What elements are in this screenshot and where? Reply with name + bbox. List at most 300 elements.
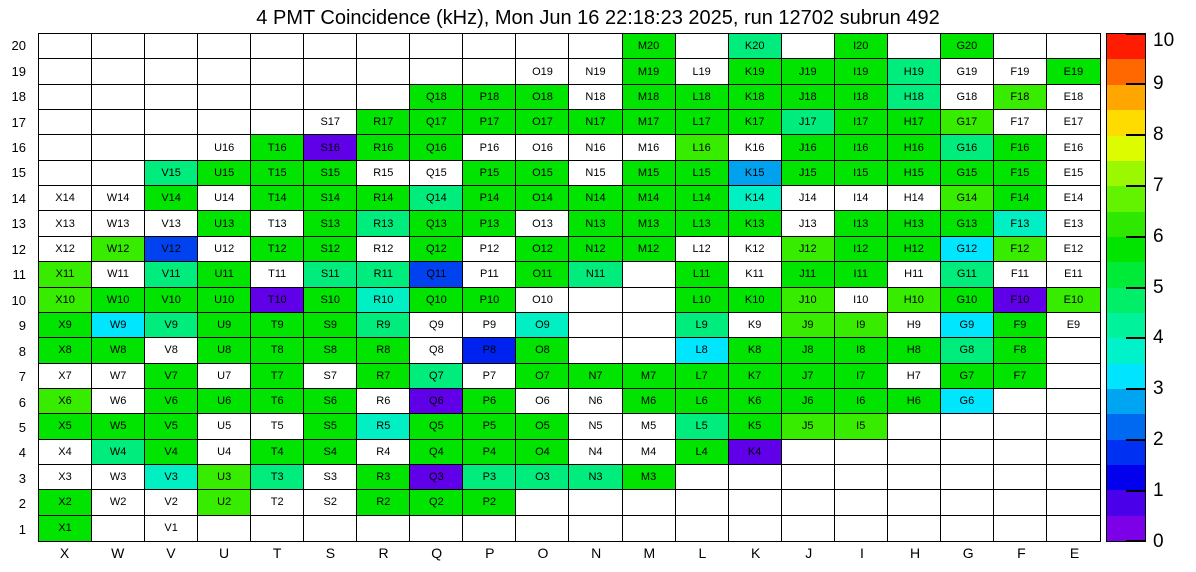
cell-label: G9 <box>959 319 975 332</box>
cell-L9 <box>676 313 729 338</box>
cell-label: J7 <box>801 369 814 382</box>
cell-X3 <box>39 465 92 490</box>
cell-label: W4 <box>109 445 127 458</box>
cell-T4 <box>251 440 304 465</box>
y-axis-label-9: 9 <box>18 318 26 334</box>
colorbar-band-15 <box>1107 136 1145 161</box>
cell-K20 <box>729 34 782 59</box>
colorbar-tick-label-8: 8 <box>1153 123 1164 145</box>
cell-label: L13 <box>692 217 711 230</box>
cell-P18 <box>463 85 516 110</box>
cell-label: E17 <box>1063 116 1084 129</box>
cell-G18 <box>941 85 994 110</box>
cell-E13 <box>1047 211 1100 236</box>
cell-label: E16 <box>1063 141 1084 154</box>
cell-U11 <box>198 262 251 287</box>
cell-X11 <box>39 262 92 287</box>
cell-label: P16 <box>479 141 500 154</box>
cell-label: U6 <box>217 395 232 408</box>
cell-label: E18 <box>1063 90 1084 103</box>
cell-label: H8 <box>906 344 921 357</box>
cell-E10 <box>1047 288 1100 313</box>
cell-label: F11 <box>1010 268 1029 281</box>
cell-label: N17 <box>585 116 606 129</box>
cell-label: L16 <box>692 141 711 154</box>
cell-label: X9 <box>58 319 72 332</box>
cell-R12 <box>357 237 410 262</box>
cell-label: H9 <box>906 319 921 332</box>
cell-label: V9 <box>164 319 178 332</box>
cell-label: Q2 <box>429 496 444 509</box>
cell-label: M6 <box>640 395 657 408</box>
cell-label: Q8 <box>429 344 444 357</box>
cell-M13 <box>623 211 676 236</box>
cell-label: S14 <box>320 192 341 205</box>
cell-S16 <box>304 135 357 160</box>
cell-label: J12 <box>798 242 817 255</box>
cell-label: U3 <box>217 471 232 484</box>
cell-label: K18 <box>744 90 765 103</box>
colorbar-band-4 <box>1107 414 1145 439</box>
cell-F4 <box>994 440 1047 465</box>
cell-J20 <box>782 34 835 59</box>
cell-label: J6 <box>801 395 814 408</box>
cell-label: H7 <box>906 369 921 382</box>
cell-T11 <box>251 262 304 287</box>
cell-label: X11 <box>55 268 75 281</box>
cell-I13 <box>835 211 888 236</box>
cell-label: M15 <box>637 166 660 179</box>
cell-P15 <box>463 161 516 186</box>
cell-label: S5 <box>323 420 337 433</box>
cell-label: W5 <box>109 420 127 433</box>
cell-label: R9 <box>376 319 391 332</box>
cell-label: N3 <box>588 471 603 484</box>
cell-label: P2 <box>482 496 497 509</box>
cell-G14 <box>941 186 994 211</box>
cell-F19 <box>994 59 1047 84</box>
cell-S12 <box>304 237 357 262</box>
cell-label: K20 <box>744 40 765 53</box>
cell-K15 <box>729 161 782 186</box>
cell-label: I12 <box>853 242 869 255</box>
cell-label: M5 <box>640 420 657 433</box>
cell-M6 <box>623 389 676 414</box>
cell-T16 <box>251 135 304 160</box>
cell-N15 <box>569 161 622 186</box>
cell-T5 <box>251 414 304 439</box>
cell-O7 <box>516 364 569 389</box>
cell-J15 <box>782 161 835 186</box>
cell-label: O3 <box>535 471 550 484</box>
cell-Q10 <box>410 288 463 313</box>
cell-label: W14 <box>106 192 130 205</box>
colorbar-tick-label-9: 9 <box>1153 72 1164 94</box>
cell-label: T6 <box>270 395 284 408</box>
cell-K3 <box>729 465 782 490</box>
cell-H15 <box>888 161 941 186</box>
cell-N5 <box>569 414 622 439</box>
y-axis-label-13: 13 <box>11 216 26 232</box>
cell-E7 <box>1047 364 1100 389</box>
cell-label: I14 <box>853 192 869 205</box>
cell-G16 <box>941 135 994 160</box>
colorbar-band-16 <box>1107 110 1145 135</box>
cell-W10 <box>92 288 145 313</box>
cell-label: G17 <box>956 116 978 129</box>
cell-U12 <box>198 237 251 262</box>
cell-V11 <box>145 262 198 287</box>
colorbar-tick-2 <box>1126 439 1146 441</box>
cell-S5 <box>304 414 357 439</box>
cell-K14 <box>729 186 782 211</box>
cell-T13 <box>251 211 304 236</box>
cell-M9 <box>623 313 676 338</box>
cell-Q4 <box>410 440 463 465</box>
cell-label: L19 <box>692 65 711 78</box>
cell-Q15 <box>410 161 463 186</box>
cell-label: V10 <box>161 293 181 306</box>
colorbar-band-0 <box>1107 516 1145 541</box>
colorbar-tick-7 <box>1126 185 1146 187</box>
cell-label: N16 <box>585 141 606 154</box>
cell-label: O16 <box>532 141 553 154</box>
cell-H5 <box>888 414 941 439</box>
cell-S1 <box>304 516 357 541</box>
cell-label: U15 <box>214 166 235 179</box>
cell-Q13 <box>410 211 463 236</box>
cell-X12 <box>39 237 92 262</box>
cell-K7 <box>729 364 782 389</box>
cell-label: T8 <box>270 344 284 357</box>
cell-N2 <box>569 490 622 515</box>
cell-R20 <box>357 34 410 59</box>
cell-I18 <box>835 85 888 110</box>
cell-P2 <box>463 490 516 515</box>
cell-label: F13 <box>1010 217 1030 230</box>
cell-X2 <box>39 490 92 515</box>
cell-label: J13 <box>798 217 817 230</box>
cell-T19 <box>251 59 304 84</box>
cell-U17 <box>198 110 251 135</box>
cell-label: L6 <box>695 395 708 408</box>
cell-label: T7 <box>270 369 284 382</box>
cell-E4 <box>1047 440 1100 465</box>
cell-G5 <box>941 414 994 439</box>
cell-X14 <box>39 186 92 211</box>
colorbar-tick-5 <box>1126 287 1146 289</box>
cell-P5 <box>463 414 516 439</box>
cell-label: S9 <box>323 319 337 332</box>
cell-label: R13 <box>373 217 394 230</box>
colorbar-band-14 <box>1107 161 1145 186</box>
cell-S11 <box>304 262 357 287</box>
cell-E14 <box>1047 186 1100 211</box>
x-axis-label-G: G <box>962 545 974 561</box>
cell-label: R14 <box>373 192 394 205</box>
cell-H4 <box>888 440 941 465</box>
cell-V3 <box>145 465 198 490</box>
cell-N1 <box>569 516 622 541</box>
cell-label: L11 <box>692 268 711 281</box>
cell-label: O12 <box>532 242 553 255</box>
cell-S7 <box>304 364 357 389</box>
cell-label: G18 <box>956 90 978 103</box>
colorbar-tick-label-10: 10 <box>1153 30 1175 51</box>
cell-X13 <box>39 211 92 236</box>
cell-W16 <box>92 135 145 160</box>
cell-F16 <box>994 135 1047 160</box>
cell-L14 <box>676 186 729 211</box>
cell-N18 <box>569 85 622 110</box>
cell-I4 <box>835 440 888 465</box>
cell-label: Q12 <box>425 242 447 255</box>
cell-label: L15 <box>692 166 711 179</box>
x-axis-label-F: F <box>1017 545 1026 561</box>
cell-label: N5 <box>588 420 603 433</box>
cell-label: G11 <box>956 268 977 281</box>
cell-T3 <box>251 465 304 490</box>
cell-label: K11 <box>745 268 765 281</box>
cell-F12 <box>994 237 1047 262</box>
cell-K13 <box>729 211 782 236</box>
cell-label: X5 <box>58 420 72 433</box>
cell-O20 <box>516 34 569 59</box>
cell-P16 <box>463 135 516 160</box>
y-axis-label-7: 7 <box>18 369 26 385</box>
x-axis-label-R: R <box>378 545 389 561</box>
cell-X16 <box>39 135 92 160</box>
cell-Q20 <box>410 34 463 59</box>
cell-V14 <box>145 186 198 211</box>
cell-V6 <box>145 389 198 414</box>
cell-L2 <box>676 490 729 515</box>
cell-label: K12 <box>744 242 765 255</box>
y-axis-label-8: 8 <box>18 343 26 359</box>
cell-label: Q17 <box>425 116 447 129</box>
cell-X4 <box>39 440 92 465</box>
cell-label: W13 <box>106 217 130 230</box>
cell-label: S7 <box>323 369 337 382</box>
colorbar-band-2 <box>1107 465 1145 490</box>
cell-N11 <box>569 262 622 287</box>
cell-H17 <box>888 110 941 135</box>
cell-label: P18 <box>479 90 500 103</box>
cell-label: P8 <box>482 344 497 357</box>
cell-V9 <box>145 313 198 338</box>
cell-label: Q13 <box>425 217 447 230</box>
cell-U20 <box>198 34 251 59</box>
cell-M3 <box>623 465 676 490</box>
colorbar-tick-label-7: 7 <box>1153 174 1164 196</box>
cell-K8 <box>729 338 782 363</box>
cell-label: I19 <box>853 65 869 78</box>
cell-label: T11 <box>268 268 287 281</box>
cell-S4 <box>304 440 357 465</box>
cell-label: M20 <box>637 40 660 53</box>
cell-G17 <box>941 110 994 135</box>
cell-J1 <box>782 516 835 541</box>
cell-label: S6 <box>323 395 337 408</box>
x-axis-label-V: V <box>166 545 176 561</box>
cell-label: H17 <box>903 116 924 129</box>
cell-S8 <box>304 338 357 363</box>
cell-Q12 <box>410 237 463 262</box>
cell-L20 <box>676 34 729 59</box>
cell-Q16 <box>410 135 463 160</box>
cell-label: V1 <box>164 522 178 535</box>
cell-K6 <box>729 389 782 414</box>
colorbar-band-6 <box>1107 364 1145 389</box>
cell-label: F8 <box>1013 344 1027 357</box>
cell-label: U13 <box>214 217 235 230</box>
cell-label: V6 <box>164 395 178 408</box>
cell-K5 <box>729 414 782 439</box>
cell-I1 <box>835 516 888 541</box>
cell-J10 <box>782 288 835 313</box>
cell-I19 <box>835 59 888 84</box>
cell-G4 <box>941 440 994 465</box>
cell-J16 <box>782 135 835 160</box>
cell-label: U11 <box>214 268 234 281</box>
cell-I6 <box>835 389 888 414</box>
cell-label: W12 <box>106 242 130 255</box>
cell-label: V15 <box>161 166 181 179</box>
cell-Q19 <box>410 59 463 84</box>
cell-F14 <box>994 186 1047 211</box>
cell-label: P12 <box>479 242 500 255</box>
cell-V17 <box>145 110 198 135</box>
cell-T10 <box>251 288 304 313</box>
cell-label: S8 <box>323 344 337 357</box>
cell-R15 <box>357 161 410 186</box>
cell-label: T5 <box>270 420 284 433</box>
cell-label: R6 <box>376 395 391 408</box>
cell-label: R12 <box>373 242 394 255</box>
cell-label: M3 <box>640 471 657 484</box>
cell-H1 <box>888 516 941 541</box>
cell-R3 <box>357 465 410 490</box>
cell-label: R10 <box>373 293 394 306</box>
cell-label: L4 <box>695 445 708 458</box>
cell-R6 <box>357 389 410 414</box>
cell-label: J8 <box>801 344 814 357</box>
cell-M2 <box>623 490 676 515</box>
y-axis-label-6: 6 <box>18 394 26 410</box>
colorbar-band-17 <box>1107 85 1145 110</box>
cell-label: T10 <box>267 293 287 306</box>
cell-L1 <box>676 516 729 541</box>
cell-X17 <box>39 110 92 135</box>
cell-G7 <box>941 364 994 389</box>
y-axis-label-16: 16 <box>11 140 26 156</box>
cell-label: V4 <box>164 445 178 458</box>
colorbar-band-12 <box>1107 212 1145 237</box>
cell-label: E9 <box>1066 319 1081 332</box>
cell-M7 <box>623 364 676 389</box>
colorbar-band-19 <box>1107 34 1145 59</box>
cell-T9 <box>251 313 304 338</box>
cell-I12 <box>835 237 888 262</box>
cell-S17 <box>304 110 357 135</box>
cell-G11 <box>941 262 994 287</box>
cell-N6 <box>569 389 622 414</box>
cell-J8 <box>782 338 835 363</box>
cell-label: U5 <box>217 420 232 433</box>
cell-F3 <box>994 465 1047 490</box>
cell-label: Q4 <box>429 445 444 458</box>
cell-I5 <box>835 414 888 439</box>
cell-H11 <box>888 262 941 287</box>
cell-label: X12 <box>55 242 75 255</box>
cell-O6 <box>516 389 569 414</box>
y-axis-label-18: 18 <box>11 89 26 105</box>
cell-label: X6 <box>58 395 72 408</box>
cell-W11 <box>92 262 145 287</box>
cell-H14 <box>888 186 941 211</box>
cell-O11 <box>516 262 569 287</box>
x-axis-label-M: M <box>643 545 656 561</box>
colorbar-tick-4 <box>1126 337 1146 339</box>
cell-X5 <box>39 414 92 439</box>
colorbar-band-1 <box>1107 490 1145 515</box>
cell-label: L17 <box>692 116 711 129</box>
cell-label: M19 <box>637 65 660 78</box>
cell-label: V8 <box>164 344 178 357</box>
cell-K12 <box>729 237 782 262</box>
cell-W15 <box>92 161 145 186</box>
cell-P13 <box>463 211 516 236</box>
cell-I15 <box>835 161 888 186</box>
cell-label: O4 <box>535 445 550 458</box>
cell-label: G7 <box>959 369 975 382</box>
cell-label: U16 <box>214 141 235 154</box>
cell-label: S16 <box>320 141 341 154</box>
cell-label: L10 <box>692 293 711 306</box>
cell-label: J18 <box>798 90 817 103</box>
cell-label: M4 <box>640 445 657 458</box>
cell-L12 <box>676 237 729 262</box>
cell-M19 <box>623 59 676 84</box>
cell-label: I17 <box>853 116 869 129</box>
cell-label: S10 <box>320 293 341 306</box>
cell-label: R15 <box>373 166 394 179</box>
cell-I16 <box>835 135 888 160</box>
cell-label: S12 <box>320 242 341 255</box>
cell-F10 <box>994 288 1047 313</box>
cell-label: J17 <box>798 116 817 129</box>
cell-label: M12 <box>637 242 660 255</box>
cell-E8 <box>1047 338 1100 363</box>
y-axis-label-4: 4 <box>18 445 26 461</box>
y-axis-label-19: 19 <box>11 63 26 79</box>
cell-J3 <box>782 465 835 490</box>
cell-label: M14 <box>637 192 660 205</box>
cell-M5 <box>623 414 676 439</box>
cell-P19 <box>463 59 516 84</box>
cell-label: U14 <box>214 192 235 205</box>
cell-S3 <box>304 465 357 490</box>
cell-label: L12 <box>692 242 711 255</box>
cell-label: H6 <box>906 395 921 408</box>
cell-M14 <box>623 186 676 211</box>
cell-J6 <box>782 389 835 414</box>
cell-O17 <box>516 110 569 135</box>
cell-label: W3 <box>109 471 127 484</box>
cell-label: P6 <box>482 395 497 408</box>
cell-label: X3 <box>58 471 72 484</box>
cell-X7 <box>39 364 92 389</box>
